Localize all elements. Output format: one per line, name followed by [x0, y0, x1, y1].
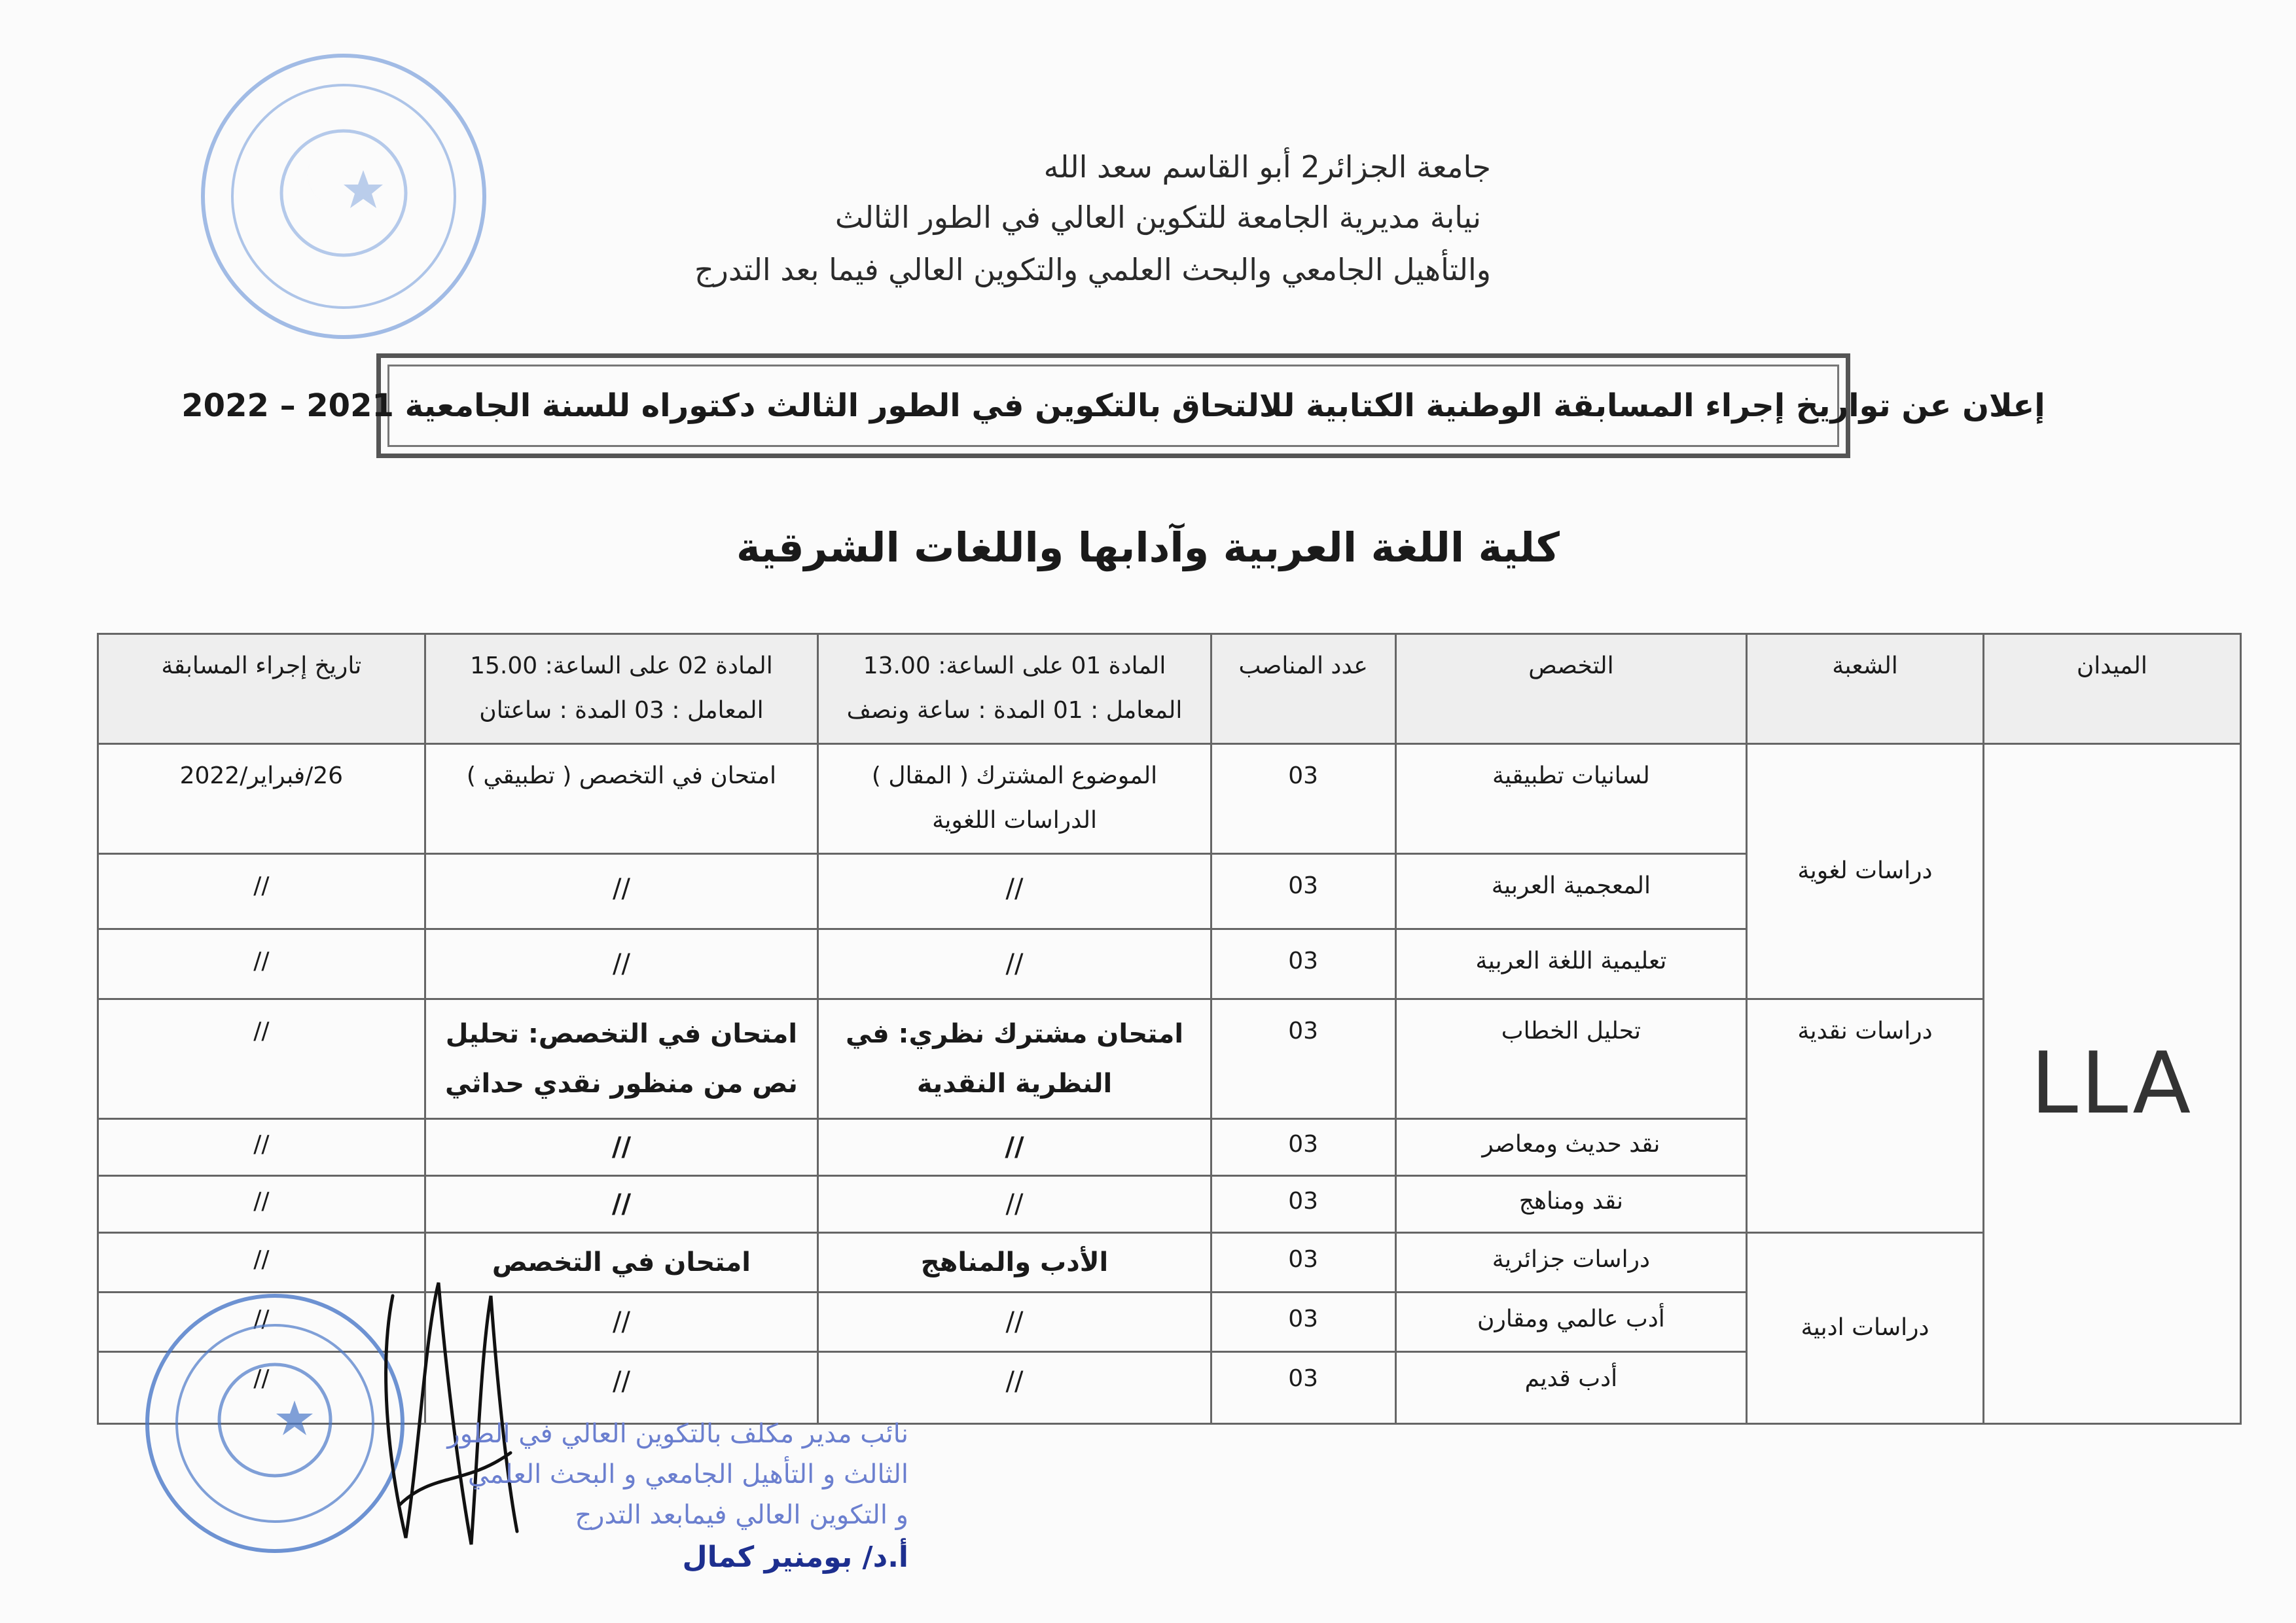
subject1-cell: //: [818, 929, 1211, 999]
announcement-box: [181, 353, 2045, 458]
date-cell: //: [98, 1351, 425, 1423]
specialty-cell: المعجمية العربية: [1395, 853, 1747, 929]
header-subject2-line1: المادة 02 على الساعة: 15.00: [470, 652, 773, 679]
seats-cell: 03: [1211, 1118, 1395, 1175]
table-row: [98, 999, 2241, 1118]
seats-cell: 03: [1211, 929, 1395, 999]
header-branch: الشعبة: [1747, 634, 1983, 744]
field-cell: LLA: [1983, 743, 2240, 1423]
table-row: [98, 743, 2241, 853]
subject1-cell: //: [818, 1351, 1211, 1423]
seats-cell: 03: [1211, 853, 1395, 929]
specialty-cell: تعليمية اللغة العربية: [1395, 929, 1747, 999]
vice-rectorate-line-1: نيابة مديرية الجامعة للتكوين العالي في الطور الثالث: [834, 200, 1481, 235]
subject1-cell: //: [818, 1118, 1211, 1175]
subject2-cell: //: [425, 1351, 818, 1423]
table-header-row: [98, 634, 2241, 744]
vice-rectorate-line-2: والتأهيل الجامعي والبحث العلمي والتكوين العالي فيما بعد التدرج: [694, 252, 1491, 287]
subject1-text-b: الدراسات اللغوية: [932, 807, 1097, 834]
subject2-cell: //: [425, 1292, 818, 1351]
branch-cell: دراسات ادبية: [1747, 1232, 1983, 1423]
date-cell: //: [98, 929, 425, 999]
header-subject1-line2: المعامل : 01 المدة : ساعة ونصف: [846, 697, 1183, 724]
specialty-cell: نقد ومناهج: [1395, 1175, 1747, 1232]
specialty-cell: أدب قديم: [1395, 1351, 1747, 1423]
header-subject2-line2: المعامل : 03 المدة : ساعتان: [479, 697, 764, 724]
subject2-cell: امتحان في التخصص: تحليل نص من منظور نقدي حداثي: [425, 999, 818, 1118]
subject1-cell: [818, 743, 1211, 853]
subject2-cell: //: [425, 1118, 818, 1175]
branch-cell: دراسات نقدية: [1747, 999, 1983, 1232]
header-field: الميدان: [1983, 634, 2240, 744]
date-cell: //: [98, 1292, 425, 1351]
university-name: جامعة الجزائر2 أبو القاسم سعد الله: [1043, 149, 1491, 185]
subject1-cell: الأدب والمناهج: [818, 1232, 1211, 1292]
specialty-cell: لسانيات تطبيقية: [1395, 743, 1747, 853]
header-subject2: [425, 634, 818, 744]
specialty-cell: تحليل الخطاب: [1395, 999, 1747, 1118]
branch-cell: دراسات لغوية: [1747, 743, 1983, 999]
seats-cell: 03: [1211, 743, 1395, 853]
seats-cell: 03: [1211, 999, 1395, 1118]
announcement-title: إعلان عن تواريخ إجراء المسابقة الوطنية الكتابية للالتحاق بالتكوين في الطور الثالث دكتوراه للسنة الجامعية 2021 – 2022: [387, 365, 1839, 447]
date-cell: //: [98, 853, 425, 929]
signature-line-3: و التكوين العالي فيمابعد التدرج: [575, 1500, 908, 1530]
signatory-name: أ.د/ بومنير كمال: [682, 1541, 908, 1574]
header-subject1-line1: المادة 01 على الساعة: 13.00: [863, 652, 1166, 679]
subject1-cell: //: [818, 853, 1211, 929]
header-date: تاريخ إجراء المسابقة: [98, 634, 425, 744]
subject2-cell: امتحان في التخصص ( تطبيقي ): [425, 743, 818, 853]
university-stamp-top: [187, 39, 501, 353]
signature-line-2: الثالث و التأهيل الجامعي و البحث العلمي: [467, 1459, 908, 1489]
date-cell: 26/فبراير/2022: [98, 743, 425, 853]
seats-cell: 03: [1211, 1232, 1395, 1292]
specialty-cell: دراسات جزائرية: [1395, 1232, 1747, 1292]
date-cell: //: [98, 1118, 425, 1175]
signature-block: [447, 1414, 908, 1580]
subject2-cell: //: [425, 1175, 818, 1232]
subject1-cell: //: [818, 1175, 1211, 1232]
date-cell: //: [98, 1175, 425, 1232]
subject1-cell: امتحان مشترك نظري: في النظرية النقدية: [818, 999, 1211, 1118]
header-seats: عدد المناصب: [1211, 634, 1395, 744]
subject2-cell: //: [425, 853, 818, 929]
faculty-title: كلية اللغة العربية وآدابها واللغات الشرقية: [736, 524, 1560, 571]
date-cell: //: [98, 999, 425, 1118]
seats-cell: 03: [1211, 1351, 1395, 1423]
header-subject1: [818, 634, 1211, 744]
seats-cell: 03: [1211, 1175, 1395, 1232]
subject2-cell: //: [425, 929, 818, 999]
signature-line-1: نائب مدير مكلف بالتكوين العالي في الطور: [447, 1419, 908, 1449]
date-cell: //: [98, 1232, 425, 1292]
subject1-cell: //: [818, 1292, 1211, 1351]
subject2-cell: امتحان في التخصص: [425, 1232, 818, 1292]
specialty-cell: أدب عالمي ومقارن: [1395, 1292, 1747, 1351]
header-specialty: التخصص: [1395, 634, 1747, 744]
subject1-text: الموضوع المشترك ( المقال ): [871, 762, 1158, 789]
specialty-cell: نقد حديث ومعاصر: [1395, 1118, 1747, 1175]
seats-cell: 03: [1211, 1292, 1395, 1351]
